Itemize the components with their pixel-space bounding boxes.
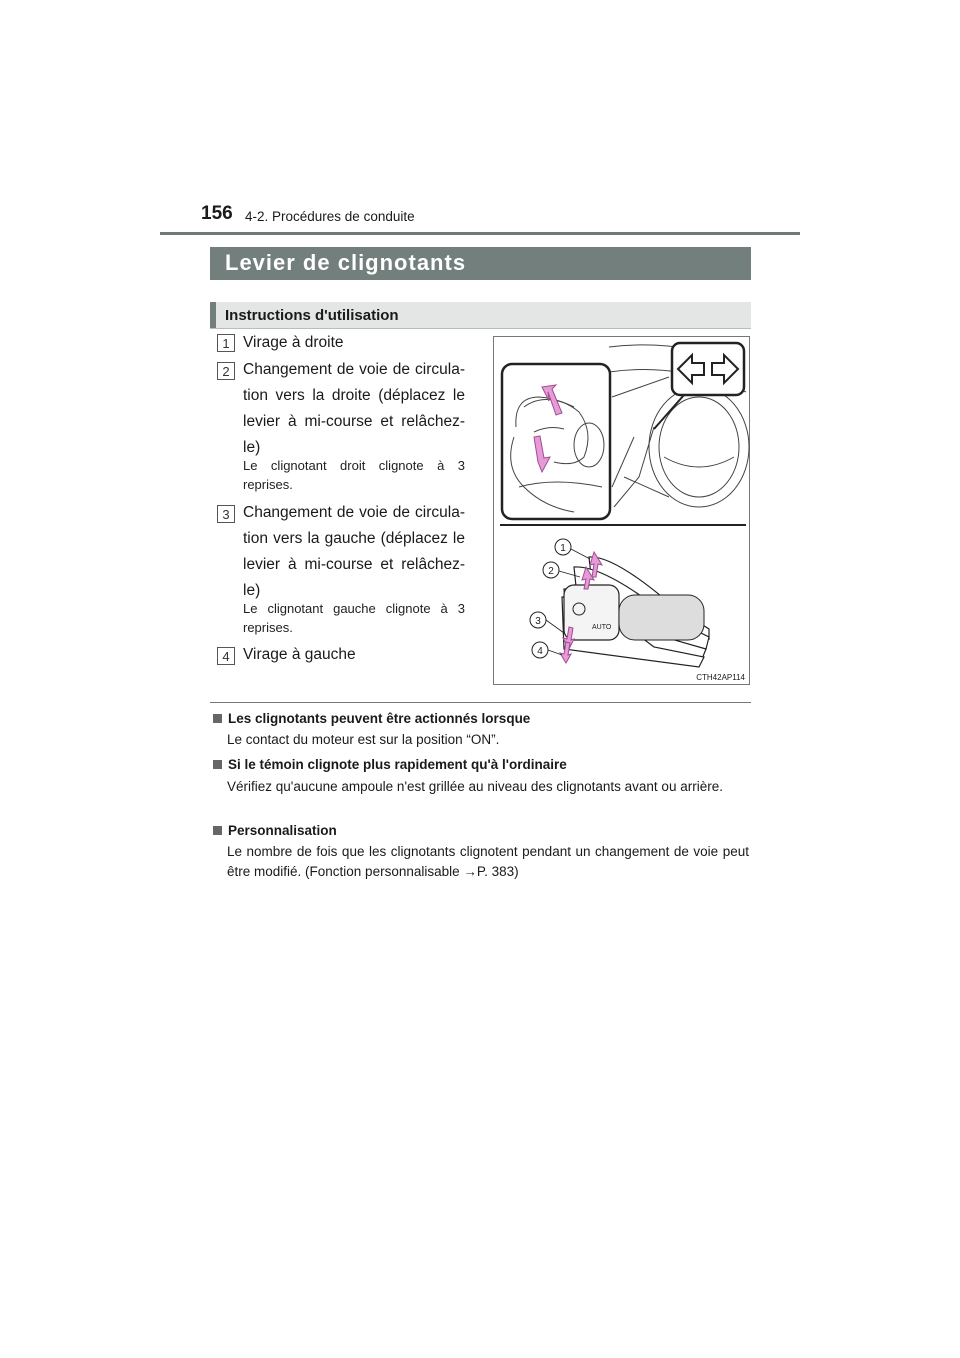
section-reference: 4-2. Procédures de conduite	[245, 209, 415, 224]
bullet-title-text-1: Les clignotants peuvent être actionnés lorsque	[228, 711, 531, 726]
callout-4: 4	[537, 646, 543, 657]
subheading: Instructions d'utilisation	[225, 307, 399, 324]
step-note-2: Le clignotant droit clignote à 3 reprises.	[243, 458, 465, 492]
bullet-title-2	[213, 757, 567, 772]
lever-auto-label: AUTO	[592, 624, 612, 631]
bullet-title-1	[213, 711, 530, 726]
bullet-title-3	[213, 823, 337, 838]
subheading-marker	[210, 302, 216, 328]
illustration	[493, 336, 750, 685]
page-number: 156	[201, 203, 233, 224]
step-number-3: 3	[217, 505, 235, 523]
square-bullet-icon	[213, 826, 222, 835]
callout-2: 2	[548, 566, 554, 577]
square-bullet-icon	[213, 714, 222, 723]
step-note-3: Le clignotant gauche clignote à 3 reprises.	[243, 601, 465, 635]
step-number-2: 2	[217, 362, 235, 380]
step-text-1: Virage à droite	[243, 334, 344, 351]
step-text-2: Changement de voie de circula-tion vers la droite (déplacez le levier à mi-course et relâchez-le)	[243, 361, 465, 456]
bullet-title-text-3: Personnalisation	[228, 823, 337, 838]
bullet-body-3: Le nombre de fois que les clignotants clignotent pendant un changement de voie peut être modifié. (Fonction personnalisable →P. 383)	[227, 844, 749, 879]
bullet-body-2: Vérifiez qu'aucune ampoule n'est grillée au niveau des clignotants avant ou arrière.	[227, 779, 723, 794]
step-number-4: 4	[217, 647, 235, 665]
bullet-body-1: Le contact du moteur est sur la position “ON”.	[227, 732, 500, 747]
step-number-1: 1	[217, 334, 235, 352]
step-text-4: Virage à gauche	[243, 646, 356, 663]
separator	[210, 702, 751, 703]
turn-signal-lever-illustration	[494, 337, 751, 686]
bullet-title-text-2: Si le témoin clignote plus rapidement qu'à l'ordinaire	[228, 757, 567, 772]
section-title: Levier de clignotants	[225, 250, 467, 275]
header-rule	[160, 232, 800, 235]
figure-code: CTH42AP114	[696, 673, 745, 682]
callout-1: 1	[560, 543, 566, 554]
section-title-bar	[210, 247, 751, 280]
step-text-3: Changement de voie de circula-tion vers la gauche (déplacez le levier à mi-course et relâchez-le)	[243, 504, 465, 599]
subheading-bar	[210, 302, 751, 329]
callout-3: 3	[535, 616, 541, 627]
square-bullet-icon	[213, 760, 222, 769]
